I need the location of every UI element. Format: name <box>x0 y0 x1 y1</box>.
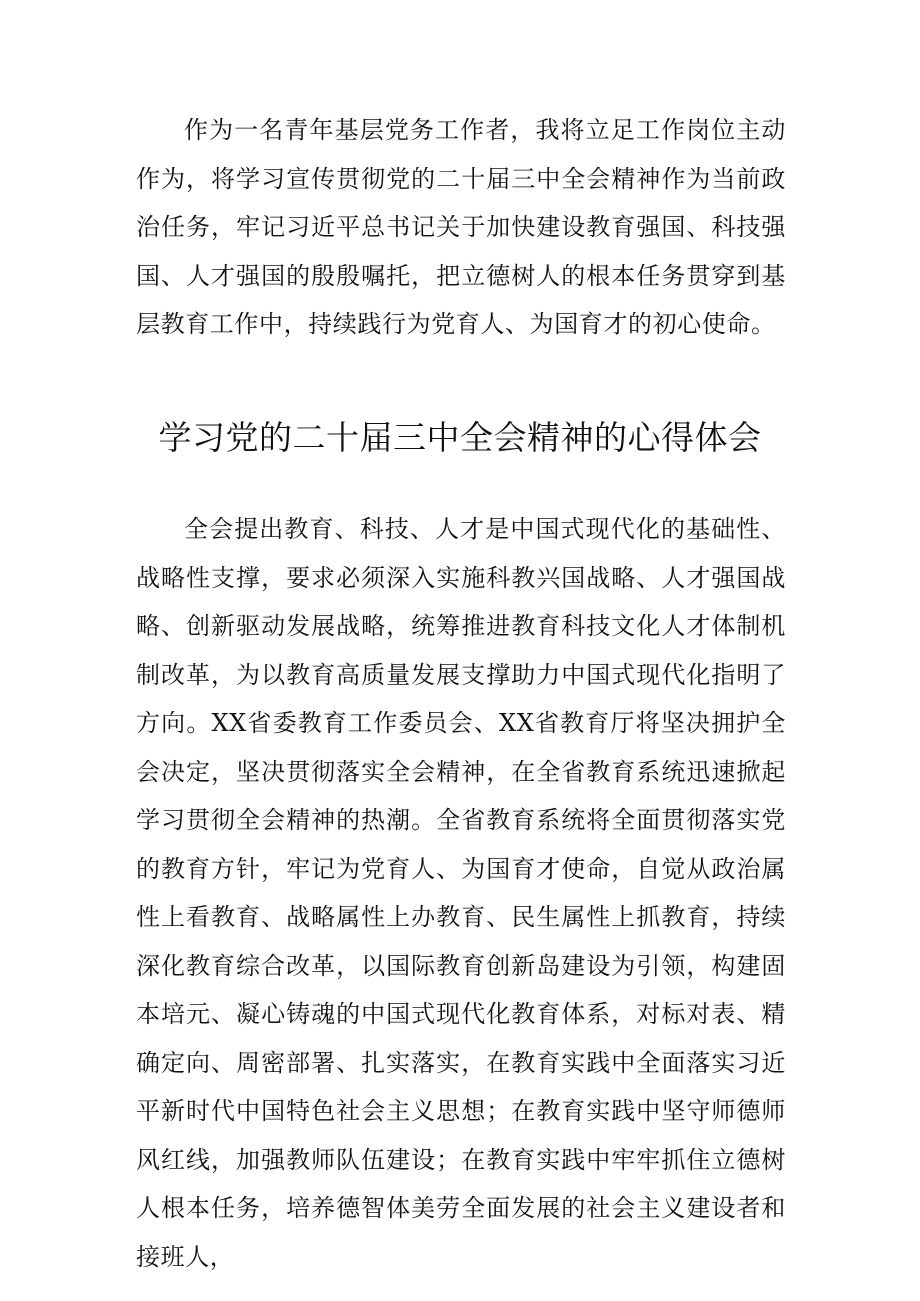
section-title: 学习党的二十届三中全会精神的心得体会 <box>158 418 762 457</box>
intro-paragraph: 作为一名青年基层党务工作者，我将立足工作岗位主动作为，将学习宣传贯彻党的二十届三中全会精神作为当前政治任务，牢记习近平总书记关于加快建设教育强国、科技强国、人才强国的殷殷嘱托，把立德树人的根本任务贯穿到基层教育工作中，持续践行为党育人、为国育才的初心使命。 <box>136 116 786 338</box>
body-paragraph: 全会提出教育、科技、人才是中国式现代化的基础性、战略性支撑，要求必须深入实施科教兴国战略、人才强国战略、创新驱动发展战略，统筹推进教育科技文化人才体制机制改革，为以教育高质量发展支撑助力中国式现代化指明了方向。XX省委教育工作委员会、XX省教育厅将坚决拥护全会决定，坚决贯彻落实全会精神，在全省教育系统迅速掀起学习贯彻全会精神的热潮。全省教育系统将全面贯彻落实党的教育方针，牢记为党育人、为国育才使命，自觉从政治属性上看教育、战略属性上办教育、民生属性上抓教育，持续深化教育综合改革，以国际教育创新岛建设为引领，构建固本培元、凝心铸魂的中国式现代化教育体系，对标对表、精确定向、周密部署、扎实落实，在教育实践中全面落实习近平新时代中国特色社会主义思想；在教育实践中坚守师德师风红线，加强教师队伍建设；在教育实践中牢牢抓住立德树人根本任务，培养德智体美劳全面发展的社会主义建设者和接班人， <box>136 515 786 1271</box>
